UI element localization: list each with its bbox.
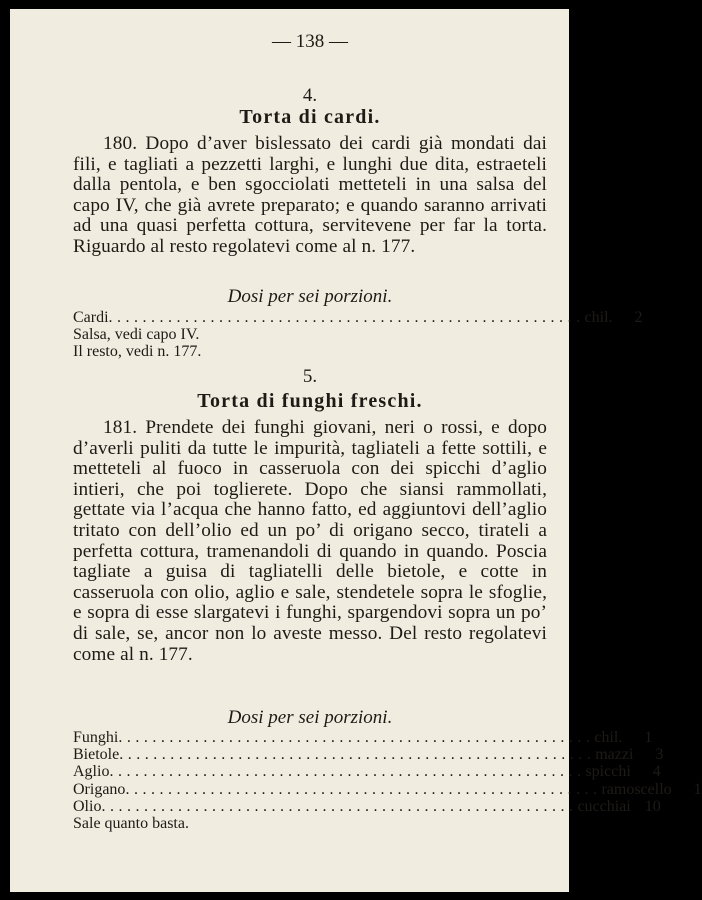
recipe-4-title: Torta di cardi. [239,106,381,128]
ingredient-name: Origano [73,780,126,798]
ingredient-name: Bietole [73,746,120,764]
recipe-4-paragraph: 180. Dopo d’aver bislessato dei cardi già mondati dai fili, e tagliati a pezzetti larghi, e lunghi due dita, estraeteli dalla pentola, e ben sgocciolati metteteli in una salsa del capo IV, che già avrete preparato; e quando saranno arrivati ad una quasi perfetta cottura, servitevene per far la torta. Riguardo al resto regolatevi come al n. 177. [73,133,547,257]
ingredient-row [73,729,653,746]
ingredient-qty: 1 [693,780,702,798]
recipe-4-dosi-heading: Dosi per sei porzioni. [227,286,393,307]
leader-dots: ........................................................ [125,780,602,798]
page-number: — 138 — [272,31,348,52]
recipe-5-ingredients [73,729,702,832]
note-line: Il resto, vedi n. 177. [73,343,202,361]
ingredient-qty: 10 [644,797,661,815]
recipe-5-number: 5. [302,366,318,387]
ingredient-row [73,763,661,781]
ingredient-unit: spicchi [585,763,631,781]
ingredient-name: Olio [73,797,102,815]
recipe-4-ingredients [73,309,643,361]
book-page [10,9,702,892]
ingredient-qty: 4 [652,763,661,781]
note-line: Sale quanto basta. [73,814,189,832]
ingredient-qty: 2 [634,309,643,326]
ingredient-qty: 1 [644,729,653,746]
ingredient-unit: ramoscello [601,780,672,798]
leader-dots: ........................................................ [118,729,595,746]
leader-dots: ........................................................ [108,309,585,326]
ingredient-row [73,746,664,764]
ingredient-unit: chil. [594,729,623,746]
recipe-5-paragraph: 181. Prendete dei funghi giovani, neri o rossi, e dopo d’averli puliti da tutte le impurità, tagliateli a fette sottili, e metteteli al fuoco in casseruola con dei spicchi d’aglio intieri, che poi toglierete. Dopo che siansi rammollati, gettate via l’acqua che hanno fatto, ed aggiuntovi dell’aglio tritato con dell’olio ed un po’ di origano secco, tirateli a perfetta cottura, tramenandoli di quando in quando. Poscia tagliate a guisa di tagliatelli delle bietole, e cotte in casseruola con olio, aglio e sale, stendetele sopra le sfoglie, e sopra di esse slargatevi i funghi, spargendovi sopra un po’ di sale, se, ancor non lo aveste messo. Del resto regolatevi come al n. 177. [73,417,547,665]
ingredient-row [73,780,702,798]
ingredient-name: Funghi [73,729,119,746]
leader-dots: ........................................................ [119,746,596,764]
note-line: Salsa, vedi capo IV. [73,326,200,344]
ingredient-name: Aglio [73,763,110,781]
ingredient-unit: chil. [584,309,613,326]
leader-dots: ........................................................ [101,797,578,815]
ingredient-row [73,797,661,815]
recipe-5-title: Torta di funghi freschi. [197,390,423,412]
ingredient-name: Cardi [73,309,109,326]
leader-dots: ........................................................ [109,763,586,781]
ingredient-unit: cucchiai [577,797,631,815]
ingredient-qty: 3 [655,746,664,764]
ingredient-unit: mazzi [595,746,634,764]
recipe-4-number: 4. [302,85,318,106]
recipe-5-dosi-heading: Dosi per sei porzioni. [227,707,393,728]
ingredient-row [73,309,643,326]
